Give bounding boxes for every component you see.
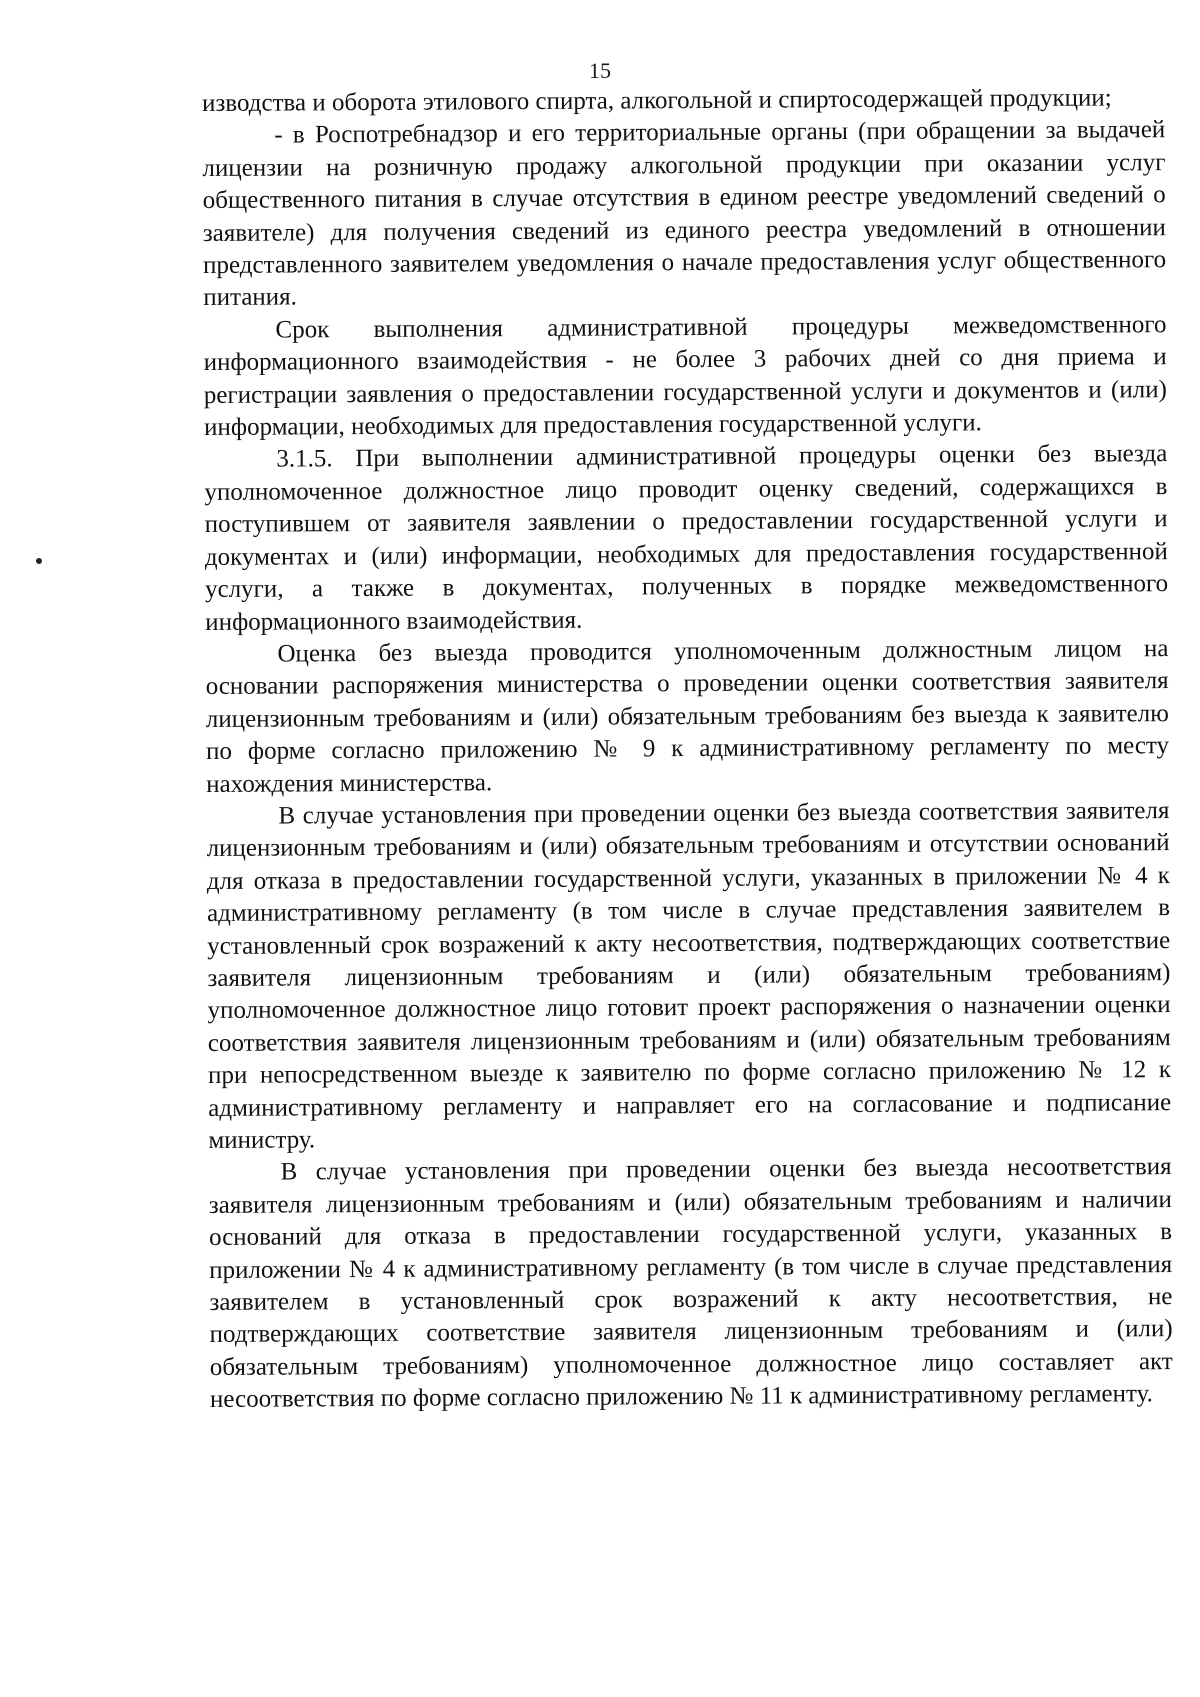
- paragraph: В случае установления при проведении оценки без выезда несоответствия заявителя лицензионным требованиям и (или) обязательным требованиям и наличии оснований для отказа в предоставлении государственной услуги, указанных в приложении № 4 к административному регламенту (в том числе в случае представления заявителем в установленный срок возражений к акту несоответствия, не подтверждающих соответствие заявителя лицензионным требованиям и (или) обязательным требованиям) уполномоченное должностное лицо составляет акт несоответствия по форме согласно приложению № 11 к административному регламенту.: [208, 1153, 1173, 1414]
- margin-mark: [36, 558, 42, 564]
- paragraph: Срок выполнения административной процедуры межведомственного информационного взаимодействия - не более 3 рабочих дней со дня приема и регистрации заявления о предоставлении государственной услуги и документов и (или) информации, необходимых для предоставления государственной услуги.: [203, 310, 1167, 442]
- paragraph: В случае установления при проведении оценки без выезда соответствия заявителя лицензионным требованиям и (или) обязательным требованиям и отсутствии оснований для отказа в предоставлении государственной услуги, указанных в приложении № 4 к административному регламенту (в том числе в случае представления заявителем в установленный срок возражений к акту несоответствия, подтверждающих соответствие заявителя лицензионным требованиям и (или) обязательным требованиям) уполномоченное должностное лицо готовит проект распоряжения о назначении оценки соответствия заявителя лицензионным требованиям и (или) обязательным требованиям при непосредственном выезде к заявителю по форме согласно приложению № 12 к административному регламенту и направляет его на согласование и подписание министру.: [206, 797, 1172, 1154]
- page-number: 15: [589, 58, 611, 83]
- paragraph-section-3-1-5: 3.1.5. При выполнении административной процедуры оценки без выезда уполномоченное должностное лицо проводит оценку сведений, содержащихся в поступившем от заявителя заявлении о предоставлении государственной услуги и документах и (или) информации, необходимых для предоставления государственной услуги, а также в документах, полученных в порядке межведомственного информационного взаимодействия.: [204, 440, 1169, 636]
- paragraph-continuation: изводства и оборота этилового спирта, алкогольной и спиртосодержащей продукции;: [202, 84, 1112, 117]
- paragraph: Оценка без выезда проводится уполномоченным должностным лицом на основании распоряжения министерства о проведении оценки соответствия заявителя лицензионным требованиям и (или) обязательным требованиям без выезда к заявителю по форме согласно приложению № 9 к административному регламенту по месту нахождения министерства.: [205, 635, 1170, 798]
- document-body: [202, 82, 1173, 1417]
- paragraph-list-item: - в Роспотребнадзор и его территориальные органы (при обращении за выдачей лицензии на розничную продажу алкогольной продукции при оказании услуг общественного питания в случае отсутствия в едином реестре уведомлений сведений о заявителе) для получения сведений из единого реестра уведомлений в отношении представленного заявителем уведомления о начале предоставления услуг общественного питания.: [202, 116, 1167, 312]
